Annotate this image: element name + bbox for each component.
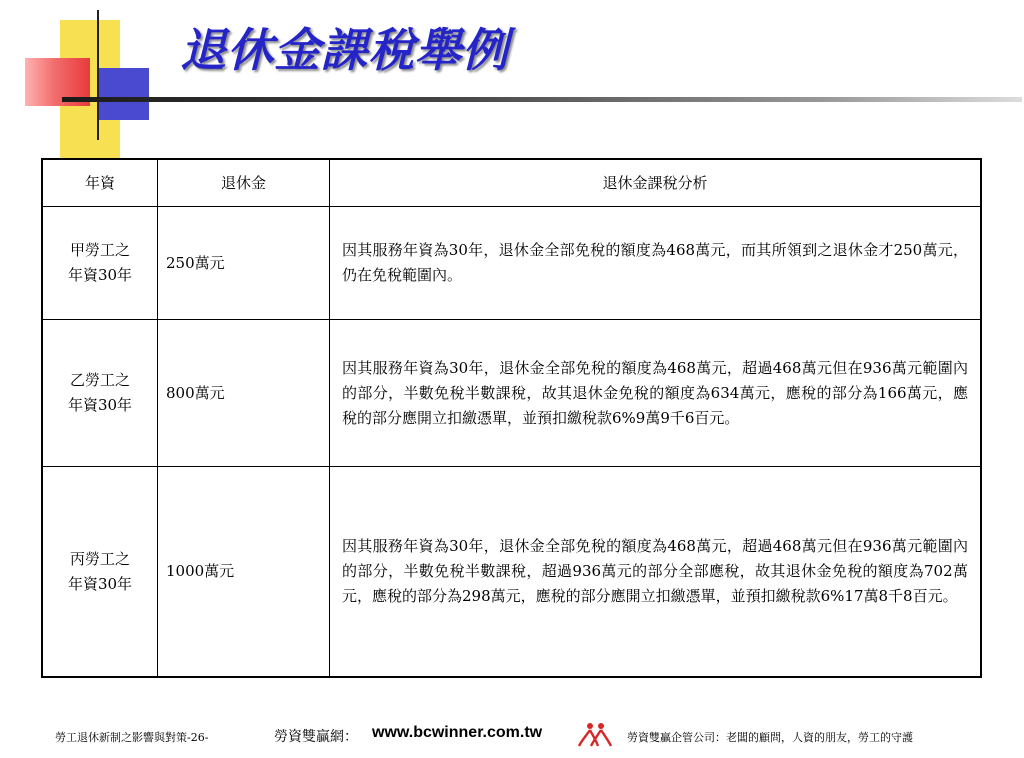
footer-company-slogan: 勞資雙贏企管公司：老闆的顧問，人資的朋友，勞工的守護: [627, 731, 913, 744]
footer-site-link[interactable]: www.bcwinner.com.tw: [372, 724, 543, 741]
table-row: [42, 467, 981, 678]
header-tax-analysis: 退休金課稅分析: [330, 159, 982, 207]
worker-label-cell: [42, 320, 158, 467]
pension-tax-table: [41, 158, 982, 678]
table-header-row: [42, 159, 981, 207]
pension-amount-cell: 250萬元: [158, 207, 330, 320]
worker-label-cell: [42, 207, 158, 320]
decor-horizontal-rule: [62, 97, 1022, 102]
worker-label-line1: 丙勞工之: [69, 549, 130, 568]
footer-site-label: 勞資雙贏網：: [274, 729, 358, 745]
header-pension: 退休金: [158, 159, 330, 207]
worker-label-line1: 乙勞工之: [69, 371, 130, 389]
pension-amount-cell: 1000萬元: [158, 467, 330, 678]
slide-title: 退休金課稅舉例: [180, 23, 509, 77]
worker-label-line2: 年資30年: [67, 396, 133, 414]
pension-amount-cell: 800萬元: [158, 320, 330, 467]
footer: [0, 722, 1024, 752]
bcwinner-logo-icon: [576, 722, 614, 748]
worker-label-cell: [42, 467, 158, 678]
tax-analysis-cell: 因其服務年資為30年，退休金全部免稅的額度為468萬元，超過468萬元但在936萬元範圍內的部分，半數免稅半數課稅，超過936萬元的部分全部應稅，故其退休金免稅的額度為702萬元，應稅的部分為298萬元，應稅的部分應開立扣繳憑單，並預扣繳稅款6%17萬8千8百元。: [330, 467, 982, 678]
decor-vertical-line: [97, 10, 99, 140]
tax-analysis-cell: 因其服務年資為30年，退休金全部免稅的額度為468萬元，而其所領到之退休金才250萬元，仍在免稅範圍內。: [330, 207, 982, 320]
worker-label-line1: 甲勞工之: [69, 241, 130, 259]
header-seniority: 年資: [42, 159, 158, 207]
worker-label-line2: 年資30年: [67, 266, 133, 284]
table-row: [42, 207, 981, 320]
tax-analysis-cell: 因其服務年資為30年，退休金全部免稅的額度為468萬元，超過468萬元但在936萬元範圍內的部分，半數免稅半數課稅，故其退休金免稅的額度為634萬元，應稅的部分為166萬元，應稅的部分應開立扣繳憑單，並預扣繳稅款6%9萬9千6百元。: [330, 320, 982, 467]
worker-label-line2: 年資30年: [67, 574, 133, 593]
table-row: [42, 320, 981, 467]
footer-page-caption: 勞工退休新制之影響與對策-26-: [55, 731, 209, 744]
decor-blue-block: [97, 68, 149, 120]
